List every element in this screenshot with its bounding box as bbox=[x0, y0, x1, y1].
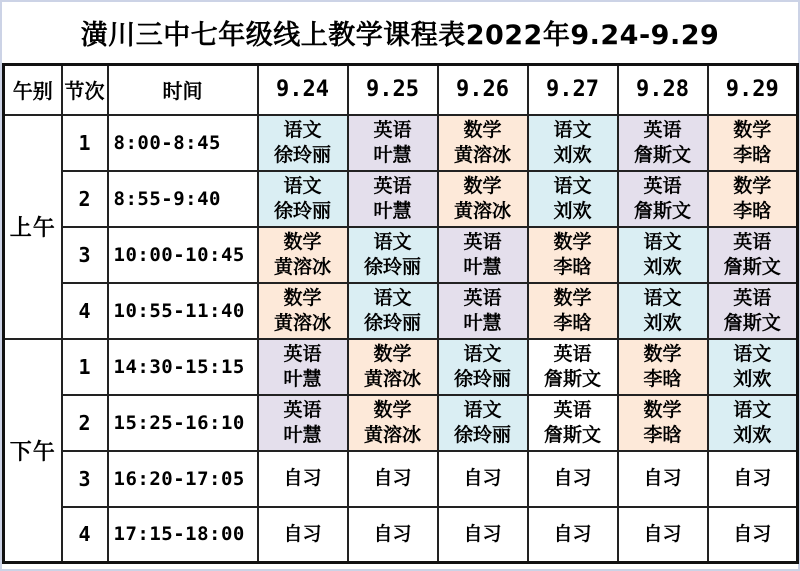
time-range: 16:20-17:05 bbox=[108, 451, 258, 507]
self-study-cell bbox=[258, 507, 348, 563]
time-range: 14:30-15:15 bbox=[108, 339, 258, 395]
subject-name: 数学 bbox=[283, 286, 322, 309]
subject-name: 数学 bbox=[283, 230, 322, 253]
subject-name: 英语 bbox=[373, 174, 412, 197]
teacher-name: 李晗 bbox=[733, 143, 772, 166]
lesson-cell bbox=[348, 227, 438, 283]
lesson-cell bbox=[258, 171, 348, 227]
schedule-row bbox=[4, 507, 798, 563]
lesson-cell bbox=[708, 115, 798, 171]
period-number: 1 bbox=[62, 115, 108, 171]
subject-name: 自习 bbox=[733, 467, 772, 489]
header-row bbox=[4, 65, 798, 115]
time-range: 17:15-18:00 bbox=[108, 507, 258, 563]
teacher-name: 刘欢 bbox=[733, 423, 772, 446]
teacher-name: 黄溶冰 bbox=[273, 255, 331, 278]
lesson-cell bbox=[348, 283, 438, 339]
teacher-name: 刘欢 bbox=[553, 199, 592, 222]
subject-name: 英语 bbox=[553, 398, 592, 421]
teacher-name: 叶慧 bbox=[373, 143, 412, 166]
page-title: 潢川三中七年级线上教学课程表2022年9.24-9.29 bbox=[80, 20, 720, 51]
subject-name: 数学 bbox=[643, 398, 682, 421]
subject-name: 数学 bbox=[373, 342, 412, 365]
self-study-cell bbox=[528, 451, 618, 507]
subject-name: 数学 bbox=[553, 230, 592, 253]
time-range: 10:00-10:45 bbox=[108, 227, 258, 283]
teacher-name: 徐玲丽 bbox=[453, 423, 511, 446]
teacher-name: 刘欢 bbox=[643, 255, 682, 278]
self-study-cell bbox=[528, 507, 618, 563]
teacher-name: 詹斯文 bbox=[543, 367, 601, 390]
lesson-cell bbox=[258, 227, 348, 283]
lesson-cell bbox=[618, 171, 708, 227]
header-day-5: 9.28 bbox=[618, 65, 708, 115]
period-number: 4 bbox=[62, 507, 108, 563]
subject-name: 语文 bbox=[553, 174, 592, 197]
lesson-cell bbox=[618, 339, 708, 395]
subject-name: 数学 bbox=[733, 118, 772, 141]
lesson-cell bbox=[348, 339, 438, 395]
subject-name: 语文 bbox=[463, 398, 502, 421]
teacher-name: 叶慧 bbox=[463, 255, 502, 278]
lesson-cell bbox=[708, 283, 798, 339]
teacher-name: 徐玲丽 bbox=[273, 199, 331, 222]
teacher-name: 李晗 bbox=[733, 199, 772, 222]
self-study-cell bbox=[618, 451, 708, 507]
subject-name: 语文 bbox=[643, 286, 682, 309]
lesson-cell bbox=[438, 115, 528, 171]
teacher-name: 黄溶冰 bbox=[453, 143, 511, 166]
lesson-cell bbox=[258, 339, 348, 395]
teacher-name: 叶慧 bbox=[283, 423, 322, 446]
self-study-cell bbox=[438, 451, 528, 507]
schedule-row bbox=[4, 339, 798, 395]
subject-name: 自习 bbox=[373, 467, 412, 489]
lesson-cell bbox=[528, 115, 618, 171]
subject-name: 英语 bbox=[733, 286, 772, 309]
lesson-cell bbox=[528, 227, 618, 283]
subject-name: 自习 bbox=[283, 522, 322, 545]
subject-name: 自习 bbox=[553, 522, 592, 545]
schedule-row bbox=[4, 115, 798, 171]
self-study-cell bbox=[708, 507, 798, 563]
teacher-name: 黄溶冰 bbox=[453, 199, 511, 222]
subject-name: 自习 bbox=[463, 467, 502, 489]
header-time: 时间 bbox=[108, 65, 258, 115]
teacher-name: 黄溶冰 bbox=[273, 311, 331, 334]
schedule-row bbox=[4, 283, 798, 339]
header-period: 节次 bbox=[62, 65, 108, 115]
lesson-cell bbox=[258, 395, 348, 451]
subject-name: 英语 bbox=[643, 118, 682, 141]
schedule-table bbox=[2, 63, 799, 564]
lesson-cell bbox=[438, 339, 528, 395]
period-number: 4 bbox=[62, 283, 108, 339]
subject-name: 自习 bbox=[373, 522, 412, 545]
subject-name: 英语 bbox=[463, 286, 502, 309]
self-study-cell bbox=[348, 451, 438, 507]
period-number: 3 bbox=[62, 227, 108, 283]
lesson-cell bbox=[348, 171, 438, 227]
schedule-row bbox=[4, 395, 798, 451]
teacher-name: 徐玲丽 bbox=[363, 311, 421, 334]
period-number: 2 bbox=[62, 395, 108, 451]
lesson-cell bbox=[708, 395, 798, 451]
header-day-4: 9.27 bbox=[528, 65, 618, 115]
header-day-1: 9.24 bbox=[258, 65, 348, 115]
lesson-cell bbox=[528, 171, 618, 227]
header-day-2: 9.25 bbox=[348, 65, 438, 115]
period-number: 3 bbox=[62, 451, 108, 507]
subject-name: 自习 bbox=[643, 522, 682, 545]
teacher-name: 叶慧 bbox=[373, 199, 412, 222]
teacher-name: 詹斯文 bbox=[633, 143, 691, 166]
lesson-cell bbox=[258, 115, 348, 171]
time-range: 8:00-8:45 bbox=[108, 115, 258, 171]
teacher-name: 李晗 bbox=[553, 255, 592, 278]
session-label: 上午 bbox=[4, 115, 62, 339]
subject-name: 自习 bbox=[643, 467, 682, 489]
lesson-cell bbox=[708, 339, 798, 395]
teacher-name: 徐玲丽 bbox=[453, 367, 511, 390]
teacher-name: 詹斯文 bbox=[633, 199, 691, 222]
teacher-name: 叶慧 bbox=[463, 311, 502, 334]
subject-name: 语文 bbox=[283, 118, 322, 141]
lesson-cell bbox=[438, 283, 528, 339]
teacher-name: 詹斯文 bbox=[723, 311, 781, 334]
teacher-name: 李晗 bbox=[643, 423, 682, 446]
subject-name: 自习 bbox=[553, 467, 592, 489]
subject-name: 数学 bbox=[643, 342, 682, 365]
subject-name: 自习 bbox=[463, 522, 502, 545]
self-study-cell bbox=[348, 507, 438, 563]
lesson-cell bbox=[618, 283, 708, 339]
schedule-body bbox=[4, 115, 798, 563]
teacher-name: 李晗 bbox=[643, 367, 682, 390]
lesson-cell bbox=[528, 395, 618, 451]
teacher-name: 詹斯文 bbox=[543, 423, 601, 446]
subject-name: 语文 bbox=[733, 398, 772, 421]
self-study-cell bbox=[438, 507, 528, 563]
subject-name: 语文 bbox=[643, 230, 682, 253]
lesson-cell bbox=[438, 227, 528, 283]
teacher-name: 李晗 bbox=[553, 311, 592, 334]
time-range: 10:55-11:40 bbox=[108, 283, 258, 339]
lesson-cell bbox=[528, 339, 618, 395]
schedule-row bbox=[4, 171, 798, 227]
lesson-cell bbox=[258, 283, 348, 339]
lesson-cell bbox=[528, 283, 618, 339]
subject-name: 数学 bbox=[373, 398, 412, 421]
subject-name: 语文 bbox=[373, 230, 412, 253]
teacher-name: 徐玲丽 bbox=[273, 143, 331, 166]
period-number: 2 bbox=[62, 171, 108, 227]
teacher-name: 刘欢 bbox=[733, 367, 772, 390]
subject-name: 英语 bbox=[463, 230, 502, 253]
subject-name: 语文 bbox=[283, 174, 322, 197]
subject-name: 自习 bbox=[733, 522, 772, 545]
schedule-row bbox=[4, 227, 798, 283]
subject-name: 语文 bbox=[553, 118, 592, 141]
subject-name: 英语 bbox=[733, 230, 772, 253]
teacher-name: 刘欢 bbox=[553, 143, 592, 166]
subject-name: 数学 bbox=[463, 118, 502, 141]
lesson-cell bbox=[618, 395, 708, 451]
subject-name: 语文 bbox=[463, 342, 502, 365]
lesson-cell bbox=[438, 171, 528, 227]
lesson-cell bbox=[438, 395, 528, 451]
teacher-name: 黄溶冰 bbox=[363, 367, 421, 390]
lesson-cell bbox=[348, 395, 438, 451]
subject-name: 语文 bbox=[733, 342, 772, 365]
teacher-name: 刘欢 bbox=[643, 311, 682, 334]
subject-name: 英语 bbox=[643, 174, 682, 197]
teacher-name: 黄溶冰 bbox=[363, 423, 421, 446]
period-number: 1 bbox=[62, 339, 108, 395]
header-session: 午别 bbox=[4, 65, 62, 115]
time-range: 15:25-16:10 bbox=[108, 395, 258, 451]
lesson-cell bbox=[348, 115, 438, 171]
header-day-3: 9.26 bbox=[438, 65, 528, 115]
header-day-6: 9.29 bbox=[708, 65, 798, 115]
lesson-cell bbox=[708, 171, 798, 227]
self-study-cell bbox=[618, 507, 708, 563]
lesson-cell bbox=[708, 227, 798, 283]
lesson-cell bbox=[618, 115, 708, 171]
time-range: 8:55-9:40 bbox=[108, 171, 258, 227]
subject-name: 英语 bbox=[283, 398, 322, 421]
subject-name: 英语 bbox=[553, 342, 592, 365]
subject-name: 语文 bbox=[373, 286, 412, 309]
self-study-cell bbox=[258, 451, 348, 507]
session-label: 下午 bbox=[4, 339, 62, 563]
subject-name: 数学 bbox=[463, 174, 502, 197]
subject-name: 英语 bbox=[283, 342, 322, 365]
teacher-name: 徐玲丽 bbox=[363, 255, 421, 278]
subject-name: 自习 bbox=[283, 467, 322, 489]
lesson-cell bbox=[618, 227, 708, 283]
self-study-cell bbox=[708, 451, 798, 507]
subject-name: 英语 bbox=[373, 118, 412, 141]
subject-name: 数学 bbox=[733, 174, 772, 197]
schedule-row bbox=[4, 451, 798, 507]
subject-name: 数学 bbox=[553, 286, 592, 309]
teacher-name: 叶慧 bbox=[283, 367, 322, 390]
teacher-name: 詹斯文 bbox=[723, 255, 781, 278]
